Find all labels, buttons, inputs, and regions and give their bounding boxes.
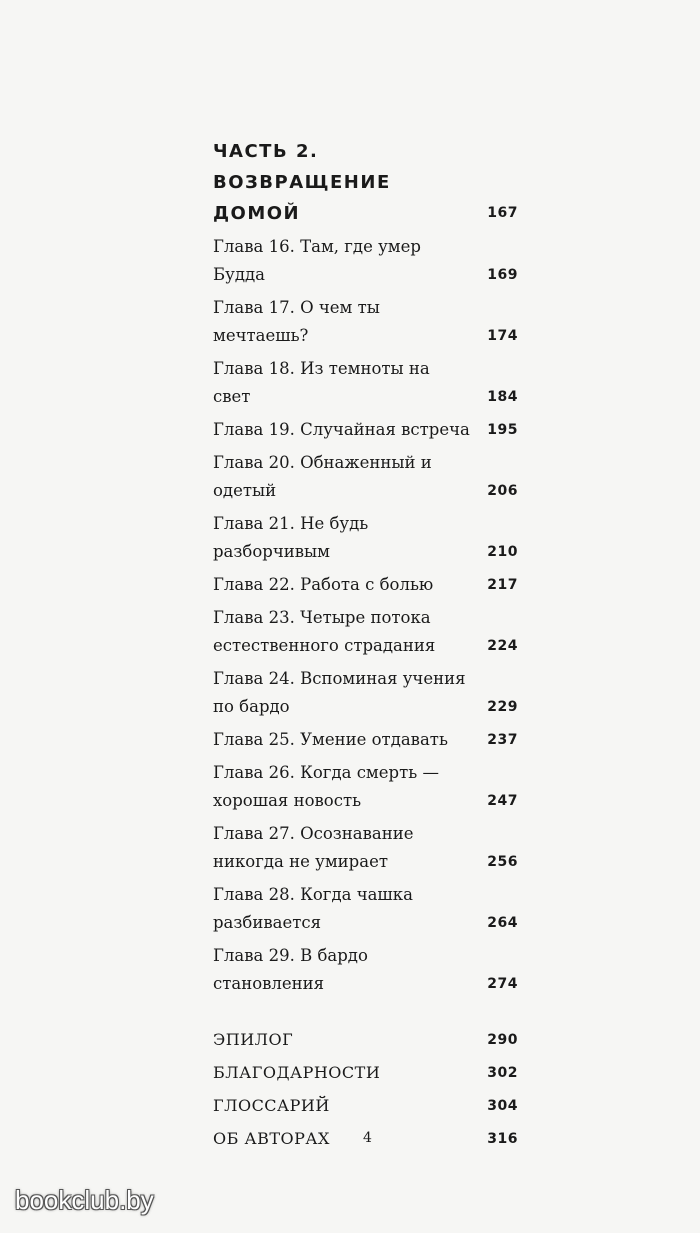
- toc-entry-page: 290: [487, 1032, 518, 1048]
- toc-entry-page: 316: [487, 1131, 518, 1147]
- part-heading-line-2: ВОЗВРАЩЕНИЕ: [213, 172, 391, 193]
- part-heading: [213, 136, 518, 229]
- part-heading-line-3: ДОМОЙ: [213, 203, 301, 224]
- toc-entry-page: 210: [487, 544, 518, 560]
- toc-entry-title: Глава 16. Там, где умер Будда: [213, 237, 421, 284]
- toc-entry-page: 169: [487, 267, 518, 283]
- toc-entry-chapter-17: [213, 294, 518, 350]
- toc-entry-chapter-20: [213, 449, 518, 505]
- watermark: bookclub.by: [15, 1185, 154, 1215]
- chapter-list: [213, 233, 518, 998]
- toc-entry-page: 195: [487, 422, 518, 438]
- toc-entry-title: Глава 28. Когда чашка разбивается: [213, 885, 413, 932]
- toc-entry-title: Глава 22. Работа с болью: [213, 575, 434, 594]
- toc-entry-epilogue: [213, 1026, 518, 1054]
- toc-entry-page: 302: [487, 1065, 518, 1081]
- toc-entry-chapter-27: [213, 820, 518, 876]
- toc-entry-chapter-19: [213, 416, 518, 444]
- toc-entry-title: Глава 24. Вспоминая учения по бардо: [213, 669, 466, 716]
- toc-entry-page: 217: [487, 577, 518, 593]
- toc-entry-page: 256: [487, 854, 518, 870]
- part-heading-line-1: ЧАСТЬ 2.: [213, 141, 319, 162]
- toc-entry-page: 174: [487, 328, 518, 344]
- toc-entry-title: Глава 26. Когда смерть — хорошая новость: [213, 763, 439, 810]
- toc-entry-title: ОБ АВТОРАХ: [213, 1129, 330, 1148]
- part-page-number: 167: [487, 205, 518, 221]
- toc-entry-chapter-26: [213, 759, 518, 815]
- toc-entry-page: 224: [487, 638, 518, 654]
- toc-entry-page: 184: [487, 389, 518, 405]
- toc-entry-page: 247: [487, 793, 518, 809]
- toc-entry-title: Глава 17. О чем ты мечтаешь?: [213, 298, 380, 345]
- toc-entry-title: Глава 18. Из темноты на свет: [213, 359, 430, 406]
- toc-entry-title: БЛАГОДАРНОСТИ: [213, 1063, 381, 1082]
- toc-entry-page: 264: [487, 915, 518, 931]
- toc-entry-chapter-22: [213, 571, 518, 599]
- toc-entry-chapter-21: [213, 510, 518, 566]
- toc-entry-chapter-18: [213, 355, 518, 411]
- toc-entry-chapter-25: [213, 726, 518, 754]
- toc-entry-title: Глава 21. Не будь разборчивым: [213, 514, 369, 561]
- toc-entry-title: Глава 20. Обнаженный и одетый: [213, 453, 432, 500]
- toc-entry-title: Глава 29. В бардо становления: [213, 946, 368, 993]
- toc-entry-page: 206: [487, 483, 518, 499]
- toc-entry-title: Глава 27. Осознавание никогда не умирает: [213, 824, 414, 871]
- toc-entry-chapter-29: [213, 942, 518, 998]
- toc-entry-chapter-23: [213, 604, 518, 660]
- toc-entry-acknowledgements: [213, 1059, 518, 1087]
- toc-entry-page: 274: [487, 976, 518, 992]
- toc-entry-page: 229: [487, 699, 518, 715]
- toc-entry-page: 304: [487, 1098, 518, 1114]
- toc-entry-chapter-16: [213, 233, 518, 289]
- toc-entry-title: Глава 25. Умение отдавать: [213, 730, 448, 749]
- toc-entry-title: ЭПИЛОГ: [213, 1030, 294, 1049]
- toc-entry-title: Глава 19. Случайная встреча: [213, 420, 470, 439]
- toc-entry-title: Глава 23. Четыре потока естественного страдания: [213, 608, 436, 655]
- table-of-contents: [213, 136, 518, 1158]
- toc-entry-chapter-28: [213, 881, 518, 937]
- toc-entry-chapter-24: [213, 665, 518, 721]
- page-number: 4: [363, 1130, 372, 1146]
- toc-entry-glossary: [213, 1092, 518, 1120]
- toc-entry-title: ГЛОССАРИЙ: [213, 1096, 330, 1115]
- toc-entry-page: 237: [487, 732, 518, 748]
